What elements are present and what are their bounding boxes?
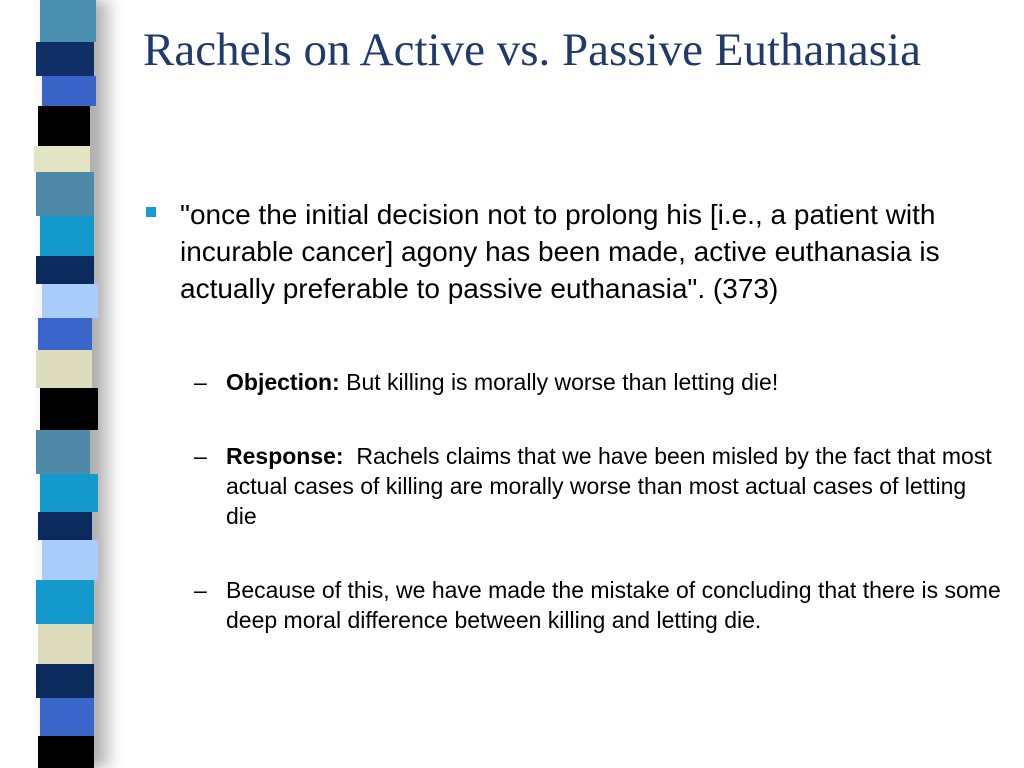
stripe-segment xyxy=(42,540,98,580)
stripe-segment xyxy=(38,624,92,664)
stripe-segment xyxy=(36,664,94,698)
dash-marker: – xyxy=(194,369,207,395)
dash-marker: – xyxy=(194,443,207,469)
stripe-segment xyxy=(40,216,94,256)
stripe-segment xyxy=(38,106,90,146)
stripe-segment xyxy=(42,76,96,106)
dash-marker: – xyxy=(194,577,207,603)
decorative-stripe xyxy=(36,0,96,768)
main-bullet xyxy=(143,196,1003,307)
subpoint-text: But killing is morally worse than letting die! xyxy=(339,369,779,395)
square-bullet-icon xyxy=(146,207,156,217)
stripe-segment xyxy=(40,698,94,736)
subpoint-objection xyxy=(143,367,1003,397)
stripe-segment xyxy=(36,350,92,388)
stripe-segment xyxy=(38,512,92,540)
stripe-segment xyxy=(34,146,90,172)
stripe-segment xyxy=(42,284,98,318)
subpoint-response xyxy=(143,441,1003,531)
stripe-segment xyxy=(40,474,98,512)
slide-title: Rachels on Active vs. Passive Euthanasia xyxy=(143,24,921,76)
stripe-segment xyxy=(36,430,90,474)
subpoint-text: Because of this, we have made the mistake of concluding that there is some deep moral difference between killing and letting die. xyxy=(226,577,1001,633)
stripe-segment xyxy=(40,0,96,42)
subpoint-text: Rachels claims that we have been misled by the fact that most actual cases of killing are morally worse than most actual cases of letting die xyxy=(226,443,999,529)
stripe-segment xyxy=(36,42,94,76)
stripe-segment xyxy=(36,256,94,284)
main-bullet-text: "once the initial decision not to prolong his [i.e., a patient with incurable cancer] agony has been made, active euthanasia is actually preferable to passive euthanasia". (373) xyxy=(180,199,940,304)
subpoint-label: Objection: xyxy=(226,369,340,395)
stripe-segment xyxy=(40,388,98,430)
stripe-segment xyxy=(36,172,94,216)
stripe-segment xyxy=(38,318,92,350)
subpoint-label: Response: xyxy=(226,443,344,469)
stripe-segment xyxy=(38,736,94,768)
subpoint-conclusion xyxy=(143,575,1003,635)
stripe-segment xyxy=(36,580,94,624)
slide-body xyxy=(143,196,1003,635)
